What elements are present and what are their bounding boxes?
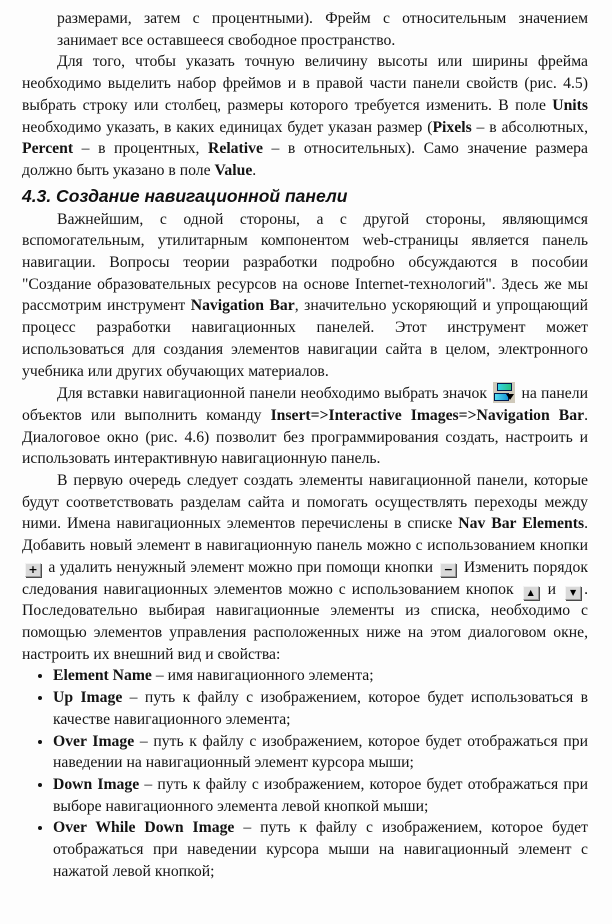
term-insert-command: Insert=>Interactive Images=>Navigation Bar (270, 406, 585, 424)
bullet-term: Element Name (53, 667, 152, 685)
term-navigation-bar: Navigation Bar (190, 297, 295, 315)
body-text: необходимо указать, в каких единицах будет указан размер ( (22, 118, 433, 136)
navbar-icon-dropdown-arrow (506, 394, 514, 400)
body-text: размерами, затем с процентными). Фрейм с относительным значением занимает все оставшееся свободное пространство. (57, 10, 588, 49)
bullet-down-image (53, 774, 588, 817)
document-page (22, 8, 588, 882)
bullet-term: Up Image (53, 689, 123, 707)
body-text: – в процентных, (73, 140, 209, 158)
bullet-desc: – имя навигационного элемента; (151, 667, 374, 685)
bullet-term: Down Image (53, 775, 140, 793)
bullet-desc: – путь к файлу с изображением, которое будет использоваться в качестве навигационного элемента; (53, 689, 588, 728)
body-text: – в относительных). Само значение размера должно быть указано в поле (22, 140, 588, 179)
body-text: . (252, 161, 257, 179)
bullet-over-while-down-image (53, 817, 588, 882)
term-pixels: Pixels (432, 118, 472, 136)
plus-button-icon: + (25, 563, 41, 577)
body-text: на панели объектов или выполнить команду (22, 385, 588, 424)
move-up-button-icon: ▲ (523, 586, 539, 600)
body-text: . Добавить новый элемент в навигационную панель можно с использованием кнопки (22, 515, 588, 555)
paragraph-insert-command (22, 382, 588, 470)
body-text: , значительно ускоряющий и упрощающий процесс разработки навигационных панелей. Этот инструмент может использоваться для создания элементов навигации сайта в целом, электронного учебника или других обучающих материалов. (22, 297, 588, 380)
bullet-term: Over While Down Image (53, 819, 235, 837)
bullet-element-name (53, 665, 588, 687)
term-units: Units (552, 96, 588, 114)
bullet-desc: – путь к файлу с изображением, которое будет отображаться при наведении на навигационный элемент курсора мыши; (53, 732, 589, 772)
navbar-icon-top-bar (497, 383, 512, 391)
bullet-list (22, 665, 588, 882)
paragraph-frames-continuation (57, 8, 588, 51)
term-relative: Relative (208, 140, 263, 158)
term-value: Value (214, 161, 253, 179)
body-text: Изменить порядок следования навигационных элементов можно с использованием кнопок (22, 558, 588, 598)
body-text: Для того, чтобы указать точную величину высоты или ширины фрейма необходимо выделить набор фреймов и в правой части панели свойств (рис. 4.5) выбрать строку или столбец, размеры которого требуется изменить. В поле (22, 53, 588, 114)
minus-button-icon: − (440, 563, 456, 577)
body-text: . Последовательно выбирая навигационные элементы из списка, необходимо с помощью элементов управления расположенных ниже на этом диалоговом окне, настроить их внешний вид и свойства: (22, 580, 588, 663)
body-text: Важнейшим, с одной стороны, а с другой стороны, являющимся вспомогательным, утилитарным компонентом web-страницы является панель навигации. Вопросы теории разработки подробно обсуждаются в пособии "Создание образовательных ресурсов на основе Internet-технологий". Здесь же мы рассмотрим инструмент (22, 210, 588, 315)
body-text: Для вставки навигационной панели необходимо выбрать значок (57, 385, 492, 403)
move-down-button-icon: ▼ (565, 586, 581, 600)
body-text: и (541, 580, 563, 598)
term-nav-bar-elements: Nav Bar Elements (458, 515, 585, 533)
bullet-desc: – путь к файлу с изображением, которое будет отображаться при наведении курсора мыши на навигационный элемент с нажатой левой кнопкой; (53, 819, 588, 880)
paragraph-nav-bar-elements (22, 470, 588, 665)
bullet-term: Over Image (53, 732, 135, 750)
paragraph-navigation-intro (22, 209, 588, 383)
navigation-bar-object-icon (493, 382, 515, 403)
bullet-desc: – путь к файлу с изображением, которое будет отображаться при выборе навигационного элемента левой кнопкой мыши; (53, 775, 588, 815)
body-text: В первую очередь следует создать элементы навигационной панели, которые будут соответствовать разделам сайта и помогать осуществлять переходы между ними. Имена навигационных элементов перечислены в списке (22, 472, 588, 533)
section-heading: 4.3. Создание навигационной панели (22, 185, 348, 206)
body-text: – в абсолютных, (471, 118, 588, 136)
paragraph-units-value (22, 51, 588, 181)
bullet-over-image (53, 731, 588, 774)
body-text: . Диалоговое окно (рис. 4.6) позволит без программирования создать, настроить и использовать интерактивную навигационную панель. (22, 406, 588, 468)
body-text: а удалить ненужный элемент можно при помощи кнопки (44, 558, 438, 576)
bullet-up-image (53, 687, 588, 730)
term-percent: Percent (22, 140, 74, 158)
